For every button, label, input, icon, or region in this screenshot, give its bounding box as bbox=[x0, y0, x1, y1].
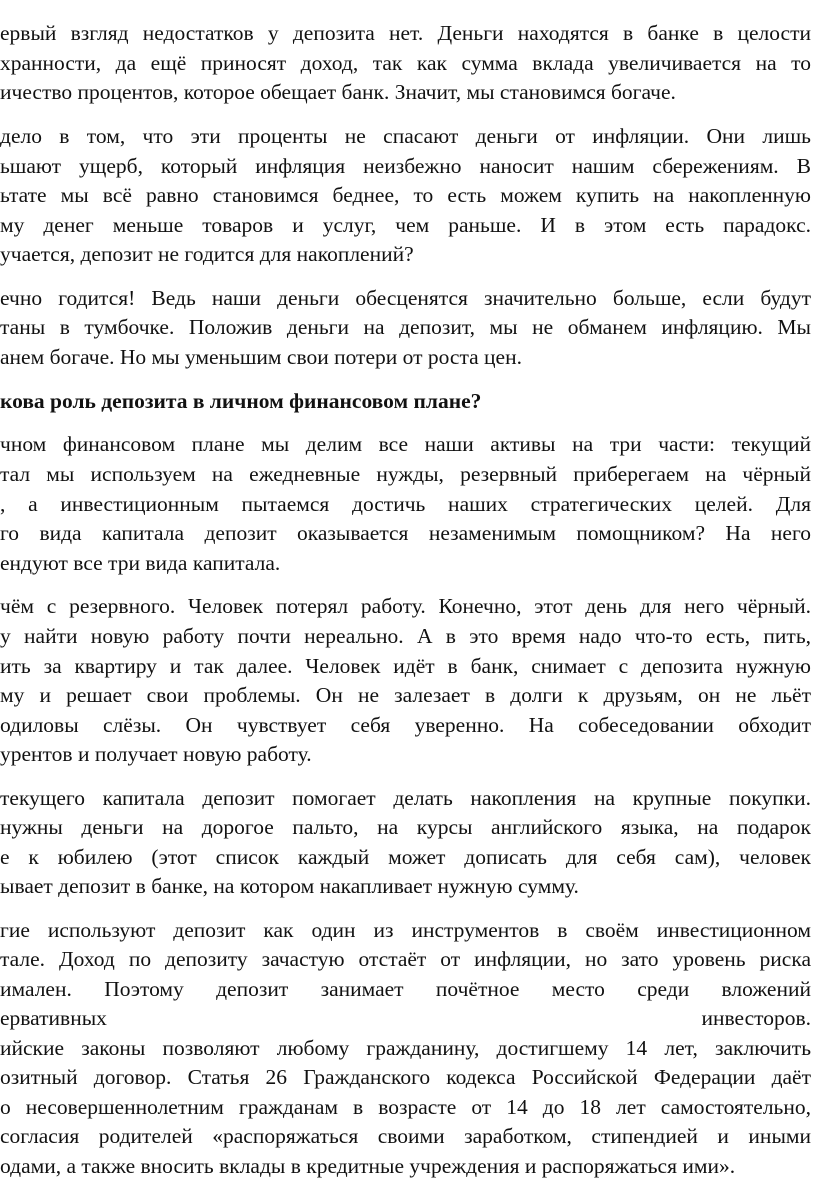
paragraph-1-line-2: хранности, да ещё приносят доход, так как сумма вклада увеличивается на то bbox=[0, 51, 811, 75]
paragraph-5-line-2: у найти новую работу почти нереально. А в это время надо что-то есть, пить, bbox=[0, 623, 811, 648]
paragraph-6-line-2: нужны деньги на дорогое пальто, на курсы английского языка, на подарок bbox=[0, 814, 811, 839]
paragraph-4-line-5: ендуют все три вида капитала. bbox=[0, 550, 281, 575]
paragraph-5-line-4: му и решает свои проблемы. Он не залезает в долги к друзьям, он не льёт bbox=[0, 682, 811, 707]
paragraph-7-line-7: о несовершеннолетним гражданам в возрасте от 14 до 18 лет самостоятельно, bbox=[0, 1094, 811, 1119]
paragraph-7-line-5: ийские законы позволяют любому гражданину, достигшему 14 лет, заключить bbox=[0, 1035, 811, 1060]
paragraph-4-line-4: го вида капитала депозит оказывается незаменимым помощником? На него bbox=[0, 520, 811, 545]
paragraph-2-line-2: ьшают ущерб, который инфляция неизбежно наносит нашим сбережениям. В bbox=[0, 153, 811, 178]
paragraph-7-line-2: тале. Доход по депозиту зачастую отстаёт от инфляции, но зато уровень риска bbox=[0, 946, 811, 971]
paragraph-6-line-4: ывает депозит в банке, на котором накапливает нужную сумму. bbox=[0, 873, 579, 898]
paragraph-2-line-3: ьтате мы всё равно становимся беднее, то есть можем купить на накопленную bbox=[0, 183, 811, 207]
paragraph-5-line-6: урентов и получает новую работу. bbox=[0, 741, 312, 766]
paragraph-5-line-1: чём с резервного. Человек потерял работу. Конечно, этот день для него чёрный. bbox=[0, 594, 811, 619]
section-heading: кова роль депозита в личном финансовом плане? bbox=[0, 388, 482, 413]
paragraph-7-line-4: ервативных инвесторов. bbox=[0, 1005, 811, 1030]
paragraph-2-line-4: му денег меньше товаров и услуг, чем раньше. И в этом есть парадокс. bbox=[0, 213, 811, 237]
paragraph-2-line-5: учается, депозит не годится для накоплений? bbox=[0, 242, 414, 267]
paragraph-2-line-1: дело в том, что эти проценты не спасают деньги от инфляции. Они лишь bbox=[0, 123, 811, 148]
paragraph-3-line-2: таны в тумбочке. Положив деньги на депозит, мы не обманем инфляцию. Мы bbox=[0, 315, 811, 339]
paragraph-7-line-8: согласия родителей «распоряжаться своими заработком, стипендией и иными bbox=[0, 1124, 811, 1148]
paragraph-7-line-3: имален. Поэтому депозит занимает почётное место среди вложений bbox=[0, 976, 811, 1001]
paragraph-5-line-3: ить за квартиру и так далее. Человек идёт в банк, снимает с депозита нужную bbox=[0, 653, 811, 678]
paragraph-4-line-1: чном финансовом плане мы делим все наши активы на три части: текущий bbox=[0, 432, 811, 457]
paragraph-4-line-2: тал мы используем на ежедневные нужды, резервный приберегаем на чёрный bbox=[0, 461, 811, 486]
paragraph-6-line-1: текущего капитала депозит помогает делать накопления на крупные покупки. bbox=[0, 785, 811, 810]
paragraph-5-line-5: одиловы слёзы. Он чувствует себя уверенно. На собеседовании обходит bbox=[0, 712, 811, 737]
paragraph-7-line-9: одами, а также вносить вклады в кредитные учреждения и распоряжаться ими». bbox=[0, 1154, 736, 1178]
paragraph-3-line-3: анем богаче. Но мы уменьшим свои потери от роста цен. bbox=[0, 345, 522, 369]
paragraph-1-line-1: ервый взгляд недостатков у депозита нет. Деньги находятся в банке в целости bbox=[0, 21, 811, 45]
paragraph-1-line-3: ичество процентов, которое обещает банк. Значит, мы становимся богаче. bbox=[0, 80, 676, 105]
paragraph-7-line-6: озитный договор. Статья 26 Гражданского кодекса Российской Федерации даёт bbox=[0, 1064, 811, 1089]
paragraph-6-line-3: е к юбилею (этот список каждый может дописать для себя сам), человек bbox=[0, 844, 811, 869]
paragraph-3-line-1: ечно годится! Ведь наши деньги обесценятся значительно больше, если будут bbox=[0, 285, 811, 310]
paragraph-7-line-1: гие используют депозит как один из инструментов в своём инвестиционном bbox=[0, 917, 811, 942]
paragraph-4-line-3: , а инвестиционным пытаемся достичь наших стратегических целей. Для bbox=[0, 491, 811, 516]
